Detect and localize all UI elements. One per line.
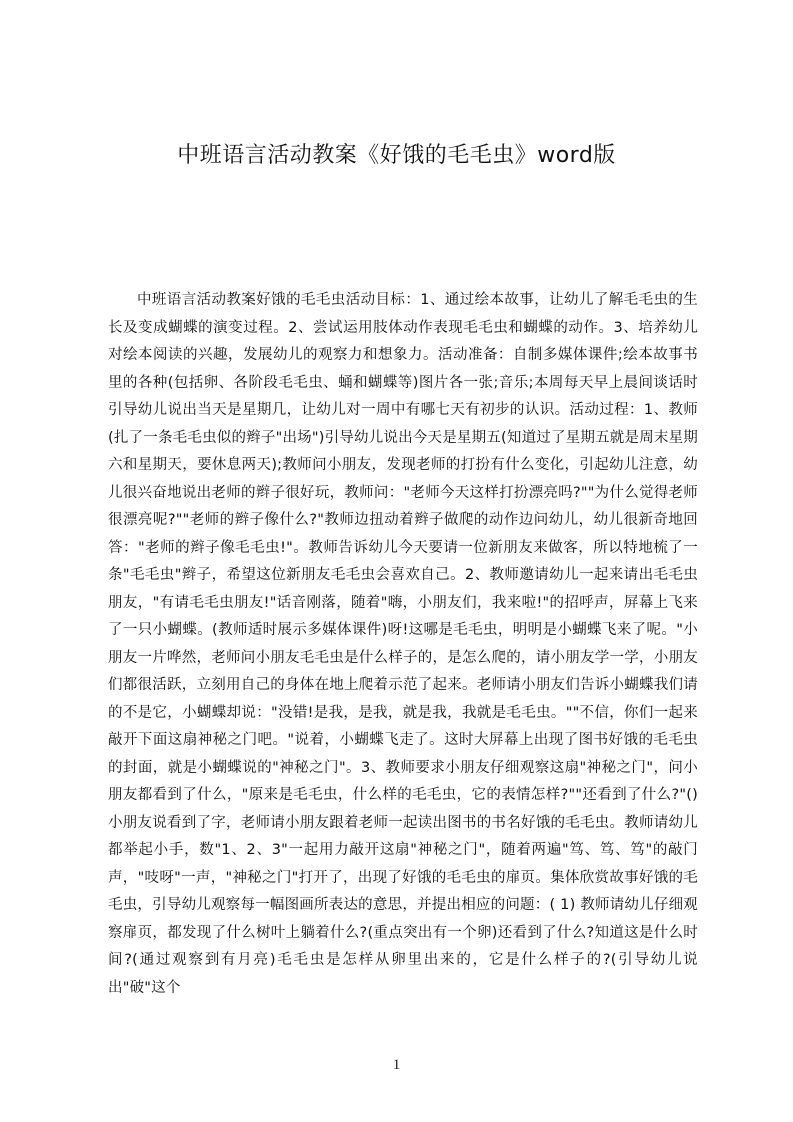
page-number: 1 [392,1057,401,1073]
document-title: 中班语言活动教案《好饿的毛毛虫》word版 [177,143,616,168]
document-body-paragraph: 中班语言活动教案好饿的毛毛虫活动目标：1、通过绘本故事，让幼儿了解毛毛虫的生长及变成蝴蝶的演变过程。2、尝试运用肢体动作表现毛毛虫和蝴蝶的动作。3、培养幼儿对绘本阅读的兴趣，发展幼儿的观察力和想象力。活动准备：自制多媒体课件;绘本故事书里的各种(包括卵、各阶段毛毛虫、蛹和蝴蝶等)图片各一张;音乐;本周每天早上晨间谈话时引导幼儿说出当天是星期几，让幼儿对一周中有哪七天有初步的认识。活动过程：1、教师(扎了一条毛毛虫似的辫子"出场")引导幼儿说出今天是星期五(知道过了星期五就是周末星期六和星期天，要休息两天);教师问小朋友，发现老师的打扮有什么变化，引起幼儿注意，幼儿很兴奋地说出老师的辫子很好玩，教师问："老师今天这样打扮漂亮吗?""为什么觉得老师很漂亮呢?""老师的辫子像什么?"教师边扭动着辫子做爬的动作边问幼儿，幼儿很新奇地回答："老师的辫子像毛毛虫!"。教师告诉幼儿今天要请一位新朋友来做客，所以特地梳了一条"毛毛虫"辫子，希望这位新朋友毛毛虫会喜欢自己。2、教师邀请幼儿一起来请出毛毛虫朋友，"有请毛毛虫朋友!"话音刚落，随着"嗨，小朋友们，我来啦!"的招呼声，屏幕上飞来了一只小蝴蝶。(教师适时展示多媒体课件)呀!这哪是毛毛虫，明明是小蝴蝶飞来了呢。"小朋友一片哗然，老师问小朋友毛毛虫是什么样子的，是怎么爬的，请小朋友学一学，小朋友们都很活跃，立刻用自己的身体在地上爬着示范了起来。老师请小朋友们告诉小蝴蝶我们请的不是它，小蝴蝶却说："没错!是我，是我，就是我，我就是毛毛虫。""不信，你们一起来敲开下面这扇神秘之门吧。"说着，小蝴蝶飞走了。这时大屏幕上出现了图书好饿的毛毛虫的封面，就是小蝴蝶说的"神秘之门"。3、教师要求小朋友仔细观察这扇"神秘之门"，问小朋友都看到了什么，"原来是毛毛虫，什么样的毛毛虫，它的表情怎样?""还看到了什么?"()小朋友说看到了字，老师请小朋友跟着老师一起读出图书的书名好饿的毛毛虫。教师请幼儿都举起小手，数"1、2、3"一起用力敲开这扇"神秘之门"，随着两遍"笃、笃、笃"的敲门声，"吱呀"一声，"神秘之门"打开了，出现了好饿的毛毛虫的扉页。集体欣赏故事好饿的毛毛虫，引导幼儿观察每一幅图画所表达的意思，并提出相应的问题：( 1) 教师请幼儿仔细观察扉页，都发现了什么树叶上躺着什么?(重点突出有一个卵)还看到了什么?知道这是什么时间?(通过观察到有月亮)毛毛虫是怎样从卵里出来的，它是什么样子的?(引导幼儿说出"破"这个 [108,292,698,996]
